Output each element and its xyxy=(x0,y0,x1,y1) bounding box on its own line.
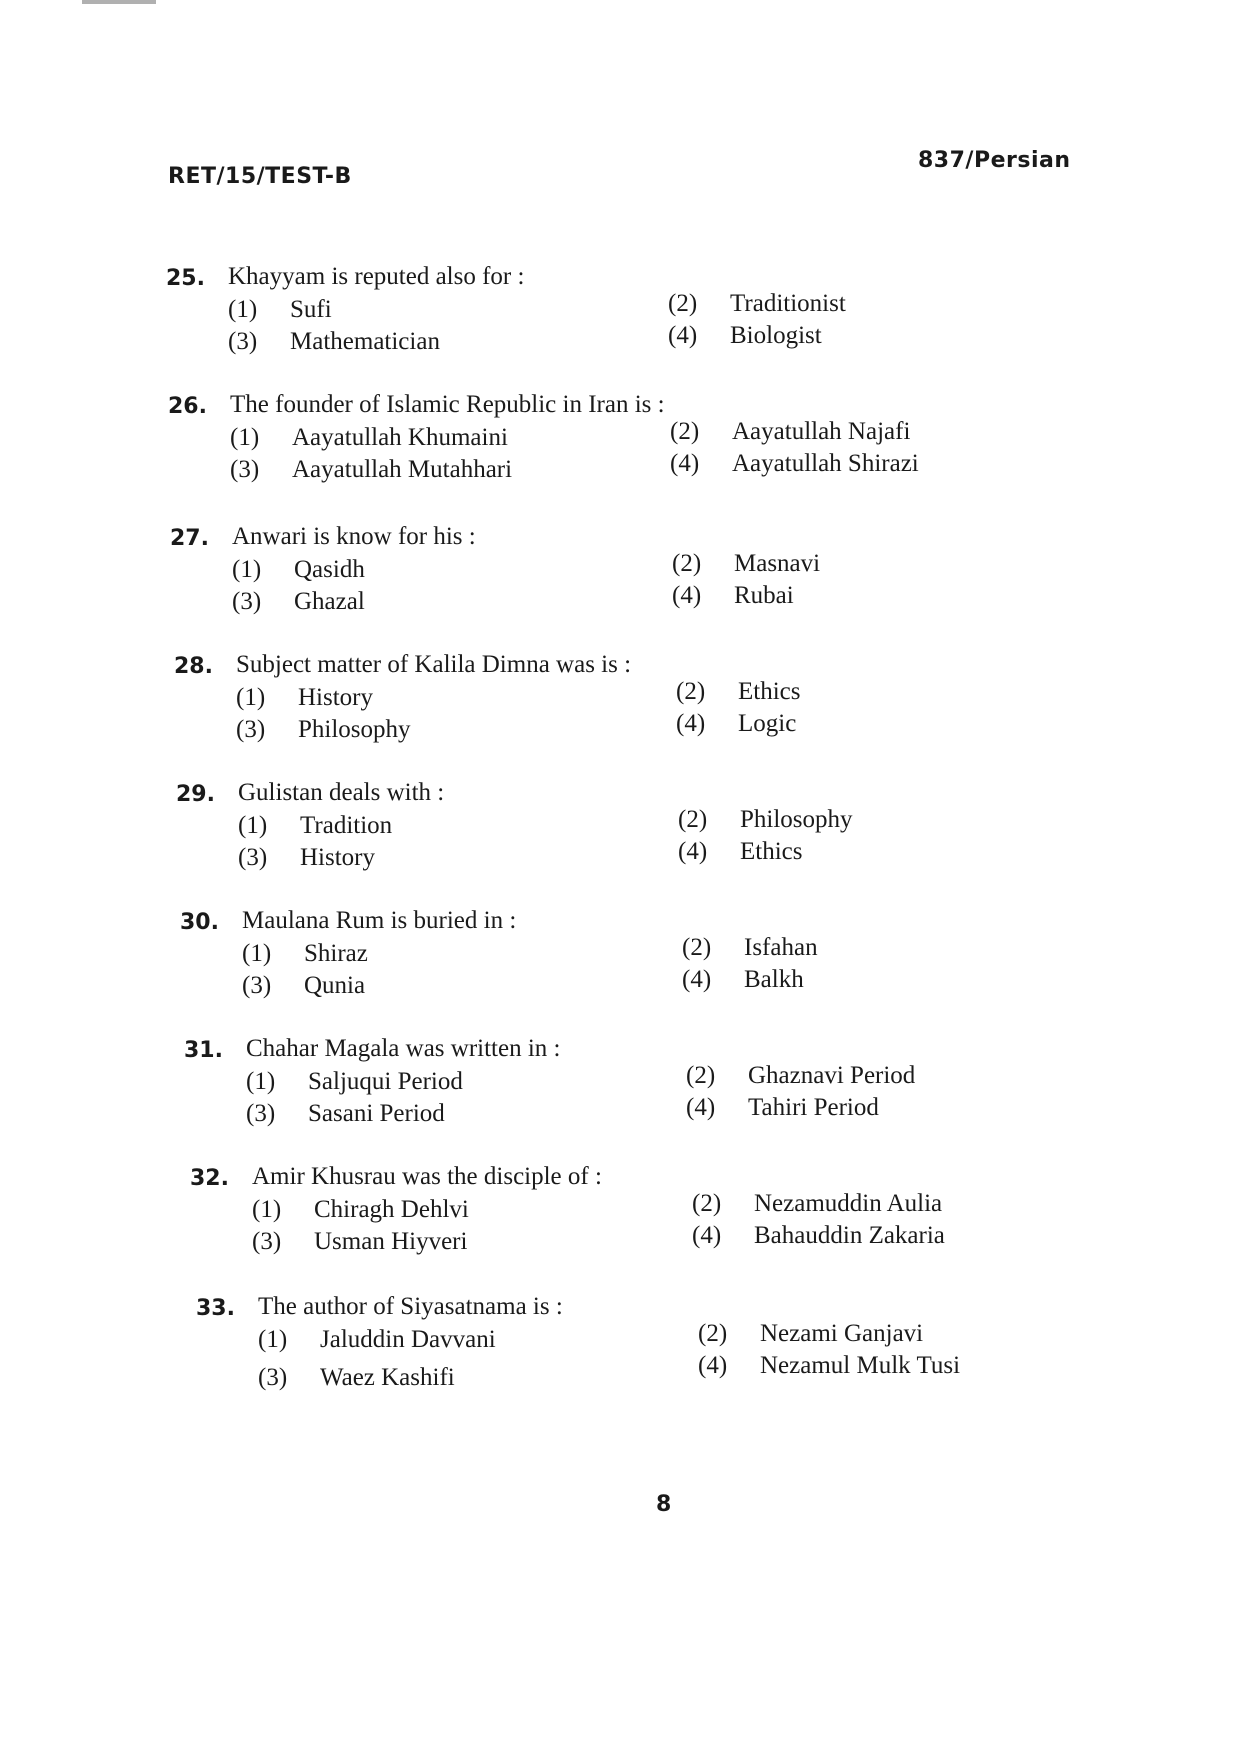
option-4 xyxy=(698,1352,960,1380)
option-2 xyxy=(670,418,910,446)
option-number: (2) xyxy=(672,550,702,577)
option-1 xyxy=(232,556,365,584)
option-text: Qasidh xyxy=(294,556,365,583)
option-number: (2) xyxy=(686,1062,716,1089)
question-30 xyxy=(180,907,1040,1030)
option-text: Philosophy xyxy=(740,806,853,833)
option-number: (3) xyxy=(232,588,262,615)
question-text: Subject matter of Kalila Dimna was is : xyxy=(236,651,632,678)
option-number: (3) xyxy=(238,844,268,871)
question-text: Anwari is know for his : xyxy=(232,523,476,550)
option-text: Aayatullah Mutahhari xyxy=(292,456,513,483)
option-1 xyxy=(236,684,373,712)
option-4 xyxy=(670,450,919,478)
option-number: (3) xyxy=(252,1228,282,1255)
option-4 xyxy=(668,322,822,350)
option-text: Ethics xyxy=(740,838,803,865)
question-text: The author of Siyasatnama is : xyxy=(258,1293,563,1320)
option-text: Tahiri Period xyxy=(748,1094,879,1121)
option-4 xyxy=(678,838,803,866)
option-number: (1) xyxy=(252,1196,282,1223)
option-number: (4) xyxy=(692,1222,722,1249)
question-text: Maulana Rum is buried in : xyxy=(242,907,517,934)
option-text: Bahauddin Zakaria xyxy=(754,1222,945,1249)
option-1 xyxy=(246,1068,463,1096)
option-text: Saljuqui Period xyxy=(308,1068,463,1095)
option-1 xyxy=(228,296,332,324)
question-text: The founder of Islamic Republic in Iran is : xyxy=(230,391,665,418)
option-number: (2) xyxy=(682,934,712,961)
option-text: Biologist xyxy=(730,322,822,349)
option-1 xyxy=(252,1196,469,1224)
option-2 xyxy=(672,550,820,578)
option-text: Tradition xyxy=(300,812,393,839)
option-number: (2) xyxy=(670,418,700,445)
option-text: Aayatullah Khumaini xyxy=(292,424,508,451)
option-number: (4) xyxy=(686,1094,716,1121)
question-27 xyxy=(170,523,1030,646)
question-text: Gulistan deals with : xyxy=(238,779,445,806)
option-2 xyxy=(698,1320,923,1348)
option-number: (4) xyxy=(670,450,700,477)
option-2 xyxy=(676,678,801,706)
question-number: 33. xyxy=(196,1296,235,1321)
question-number: 27. xyxy=(170,526,209,551)
option-text: Ethics xyxy=(738,678,801,705)
option-text: Shiraz xyxy=(304,940,368,967)
option-text: Sufi xyxy=(290,296,332,323)
option-text: Logic xyxy=(738,710,797,737)
option-2 xyxy=(692,1190,942,1218)
option-text: Jaluddin Davvani xyxy=(320,1326,496,1353)
option-text: Traditionist xyxy=(730,290,846,317)
option-text: History xyxy=(298,684,373,711)
question-28 xyxy=(174,651,1034,774)
page-number: 8 xyxy=(656,1492,672,1517)
option-text: Rubai xyxy=(734,582,794,609)
option-3 xyxy=(252,1228,467,1256)
option-number: (2) xyxy=(678,806,708,833)
exam-code: RET/15/TEST-B xyxy=(168,164,352,189)
option-text: Aayatullah Shirazi xyxy=(732,450,919,477)
option-4 xyxy=(692,1222,945,1250)
option-4 xyxy=(686,1094,879,1122)
option-text: Nezamuddin Aulia xyxy=(754,1190,943,1217)
option-3 xyxy=(228,328,440,356)
option-3 xyxy=(230,456,512,484)
question-number: 31. xyxy=(184,1038,223,1063)
option-2 xyxy=(682,934,818,962)
option-number: (4) xyxy=(678,838,708,865)
question-25 xyxy=(166,263,1026,386)
subject-code: 837/Persian xyxy=(918,148,1071,173)
option-4 xyxy=(676,710,796,738)
question-32 xyxy=(190,1163,1050,1286)
option-number: (3) xyxy=(228,328,258,355)
question-number: 29. xyxy=(176,782,215,807)
option-text: Balkh xyxy=(744,966,804,993)
option-3 xyxy=(258,1364,455,1392)
question-number: 26. xyxy=(168,394,207,419)
option-3 xyxy=(246,1100,445,1128)
option-text: History xyxy=(300,844,375,871)
option-number: (4) xyxy=(682,966,712,993)
option-3 xyxy=(242,972,365,1000)
option-text: Usman Hiyveri xyxy=(314,1228,468,1255)
option-text: Qunia xyxy=(304,972,366,999)
option-1 xyxy=(238,812,392,840)
option-1 xyxy=(242,940,368,968)
option-number: (3) xyxy=(246,1100,276,1127)
question-text: Amir Khusrau was the disciple of : xyxy=(252,1163,602,1190)
question-number: 32. xyxy=(190,1166,229,1191)
option-number: (2) xyxy=(692,1190,722,1217)
question-text: Chahar Magala was written in : xyxy=(246,1035,561,1062)
option-number: (1) xyxy=(238,812,268,839)
question-text: Khayyam is reputed also for : xyxy=(228,263,525,290)
option-number: (2) xyxy=(698,1320,728,1347)
question-26 xyxy=(168,391,1028,514)
question-31 xyxy=(184,1035,1044,1158)
option-number: (4) xyxy=(672,582,702,609)
option-number: (1) xyxy=(236,684,266,711)
option-text: Isfahan xyxy=(744,934,818,961)
option-number: (3) xyxy=(258,1364,288,1391)
option-2 xyxy=(668,290,846,318)
option-2 xyxy=(678,806,853,834)
option-text: Waez Kashifi xyxy=(320,1364,455,1391)
option-number: (3) xyxy=(230,456,260,483)
option-number: (3) xyxy=(242,972,272,999)
option-text: Masnavi xyxy=(734,550,821,577)
option-text: Sasani Period xyxy=(308,1100,445,1127)
option-text: Ghaznavi Period xyxy=(748,1062,916,1089)
option-1 xyxy=(258,1326,496,1354)
option-text: Nezamul Mulk Tusi xyxy=(760,1352,961,1379)
option-number: (1) xyxy=(232,556,262,583)
option-number: (1) xyxy=(258,1326,288,1353)
option-3 xyxy=(238,844,375,872)
option-number: (4) xyxy=(676,710,706,737)
option-3 xyxy=(232,588,365,616)
option-text: Chiragh Dehlvi xyxy=(314,1196,469,1223)
option-1 xyxy=(230,424,508,452)
option-number: (2) xyxy=(676,678,706,705)
option-number: (2) xyxy=(668,290,698,317)
option-text: Philosophy xyxy=(298,716,411,743)
question-29 xyxy=(176,779,1036,902)
option-2 xyxy=(686,1062,915,1090)
option-text: Nezami Ganjavi xyxy=(760,1320,924,1347)
question-33 xyxy=(196,1293,1056,1416)
question-number: 25. xyxy=(166,266,205,291)
option-number: (1) xyxy=(242,940,272,967)
option-number: (4) xyxy=(668,322,698,349)
scan-artifact xyxy=(82,0,156,4)
option-4 xyxy=(672,582,794,610)
option-number: (1) xyxy=(230,424,260,451)
question-number: 30. xyxy=(180,910,219,935)
option-number: (1) xyxy=(246,1068,276,1095)
question-number: 28. xyxy=(174,654,213,679)
option-text: Ghazal xyxy=(294,588,365,615)
option-number: (1) xyxy=(228,296,258,323)
option-text: Aayatullah Najafi xyxy=(732,418,911,445)
option-3 xyxy=(236,716,411,744)
option-4 xyxy=(682,966,804,994)
option-text: Mathematician xyxy=(290,328,440,355)
option-number: (4) xyxy=(698,1352,728,1379)
option-number: (3) xyxy=(236,716,266,743)
